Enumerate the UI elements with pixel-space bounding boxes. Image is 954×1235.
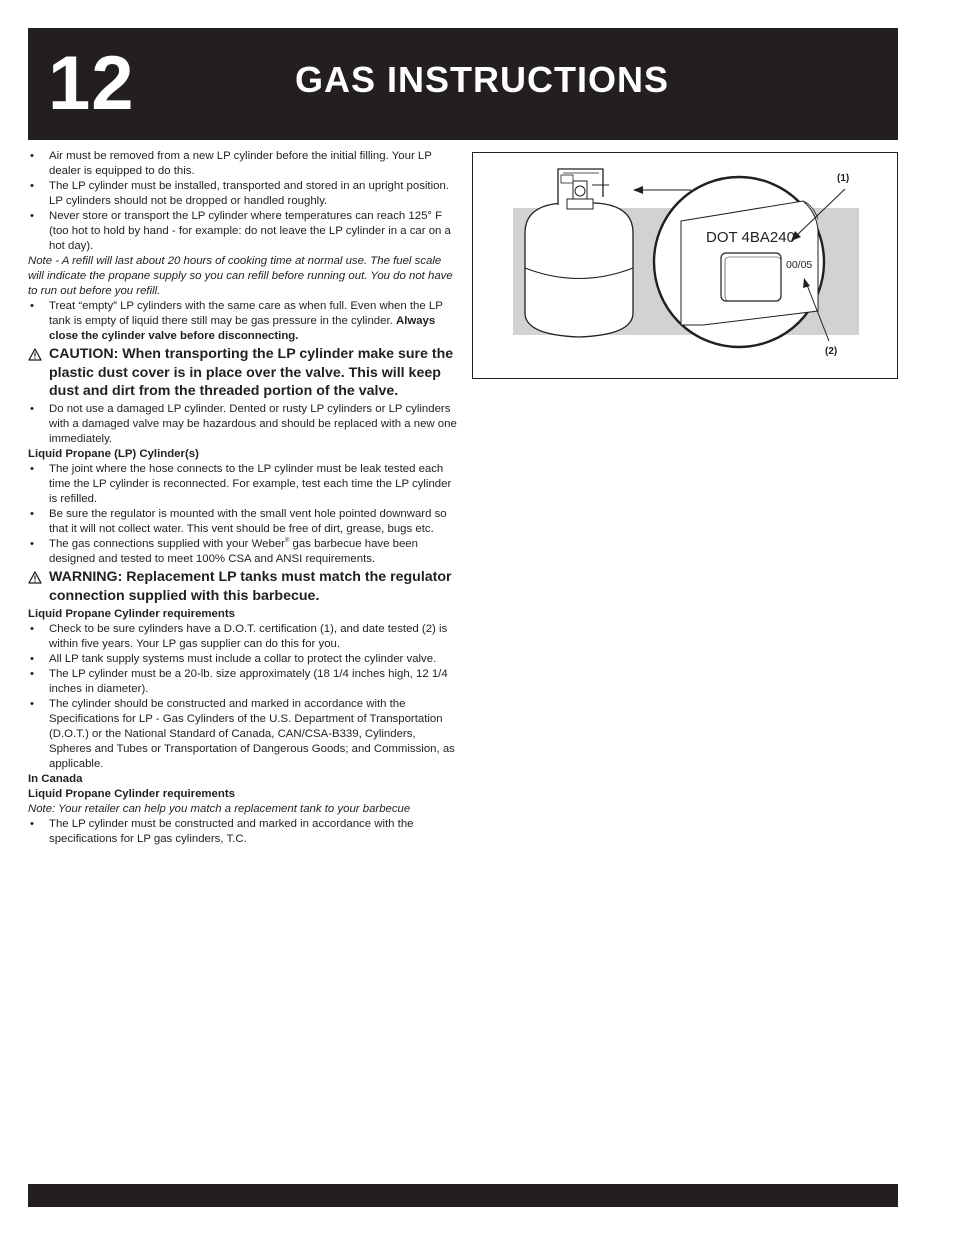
note-retailer: Note: Your retailer can help you match a replacement tank to your barbecue (28, 802, 411, 815)
footer-bar (28, 1184, 898, 1207)
subhead-cylinder-requirements: Liquid Propane Cylinder requirements (28, 607, 235, 620)
bullet-damaged-cylinder: • Do not use a damaged LP cylinder. Dented or rusty LP cylinders or LP cylinders with a damaged valve may be hazardous and should be replaced with a new one immediately. (28, 402, 458, 447)
bullet-specifications: • The cylinder should be constructed and marked in accordance with the Specifications for LP - Gas Cylinders of the U.S. Department of Transportation (D.O.T.) or the National Standard of Canada, CAN/CSA-B339, Cylinders, Spheres and Tubes or Transportation of Dangerous Goods; and Commission, as applicable. (28, 697, 458, 772)
bullet-empty-cylinders-text: Treat “empty” LP cylinders with the same care as when full. Even when the LP tank is empty of liquid there still may be gas pressure in the cylinder. (49, 300, 443, 327)
page-title: GAS INSTRUCTIONS (295, 59, 670, 100)
bullet-air-removal: • Air must be removed from a new LP cylinder before the initial filling. Your LP dealer is equipped to do this. (28, 149, 458, 179)
page-number: 12 (48, 41, 135, 126)
bullet-cylinder-size: • The LP cylinder must be a 20-lb. size approximately (18 1/4 inches high, 12 1/4 inches in diameter). (28, 667, 458, 697)
note-refill: Note - A refill will last about 20 hours of cooking time at normal use. The fuel scale will indicate the propane supply so you can refill before running out. You do not have to run out before you refill. (28, 255, 453, 297)
bullet-empty-cylinders (28, 299, 458, 344)
date-tested-text: 00/05 (786, 259, 813, 271)
warning-triangle-icon (28, 571, 42, 584)
bullet-temperature: • Never store or transport the LP cylinder where temperatures can reach 125° F (too hot to hold by hand - for example: do not leave the LP cylinder in a car on a hot day). (28, 209, 458, 254)
bullet-gas-connections (28, 537, 458, 567)
callout-label-2: (2) (825, 346, 838, 357)
subhead-in-canada: In Canada (28, 772, 83, 785)
bullet-tc-specifications: • The LP cylinder must be constructed and marked in accordance with the specifications for LP gas cylinders, T.C. (28, 817, 458, 847)
bullet-upright-storage: • The LP cylinder must be installed, transported and stored in an upright position. LP cylinders should not be dropped or handled roughly. (28, 179, 458, 209)
lp-cylinder-diagram (472, 152, 898, 379)
caution-text: CAUTION: When transporting the LP cylinder make sure the plastic dust cover is in place over the valve. This will keep dust and dirt from the threaded portion of the valve. (49, 346, 454, 400)
dot-certification-text: DOT 4BA240 (706, 229, 795, 246)
bullet-collar: • All LP tank supply systems must include a collar to protect the cylinder valve. (28, 652, 458, 667)
instructions-column (28, 149, 458, 847)
header-bar (28, 28, 898, 140)
warning-block (28, 568, 458, 605)
bullet-regulator-vent: • Be sure the regulator is mounted with the small vent hole pointed downward so that it will not collect water. This vent should be free of dirt, grease, bugs etc. (28, 507, 458, 537)
registered-mark: ® (284, 538, 290, 545)
bullet-leak-test: • The joint where the hose connects to the LP cylinder must be leak tested each time the LP cylinder is reconnected. For example, test each time the LP cylinder is refilled. (28, 462, 458, 507)
callout-label-1: (1) (837, 173, 850, 184)
bullet-dot-certification: • Check to be sure cylinders have a D.O.T. certification (1), and date tested (2) is within five years. Your LP gas supplier can do this for you. (28, 622, 458, 652)
bullet-gas-connections-pre: The gas connections supplied with your Weber (49, 538, 285, 551)
caution-block (28, 345, 458, 401)
warning-text: WARNING: Replacement LP tanks must match the regulator connection supplied with this barbecue. (49, 569, 452, 604)
subhead-lp-cylinders: Liquid Propane (LP) Cylinder(s) (28, 448, 199, 461)
bullet-empty-cylinders-bold: Always close the cylinder valve before disconnecting. (49, 315, 436, 342)
bullet-gas-connections-post: gas barbecue have been designed and tested to meet 100% CSA and ANSI requirements. (49, 538, 418, 566)
warning-triangle-icon (28, 348, 42, 361)
subhead-canada-requirements: Liquid Propane Cylinder requirements (28, 787, 235, 800)
